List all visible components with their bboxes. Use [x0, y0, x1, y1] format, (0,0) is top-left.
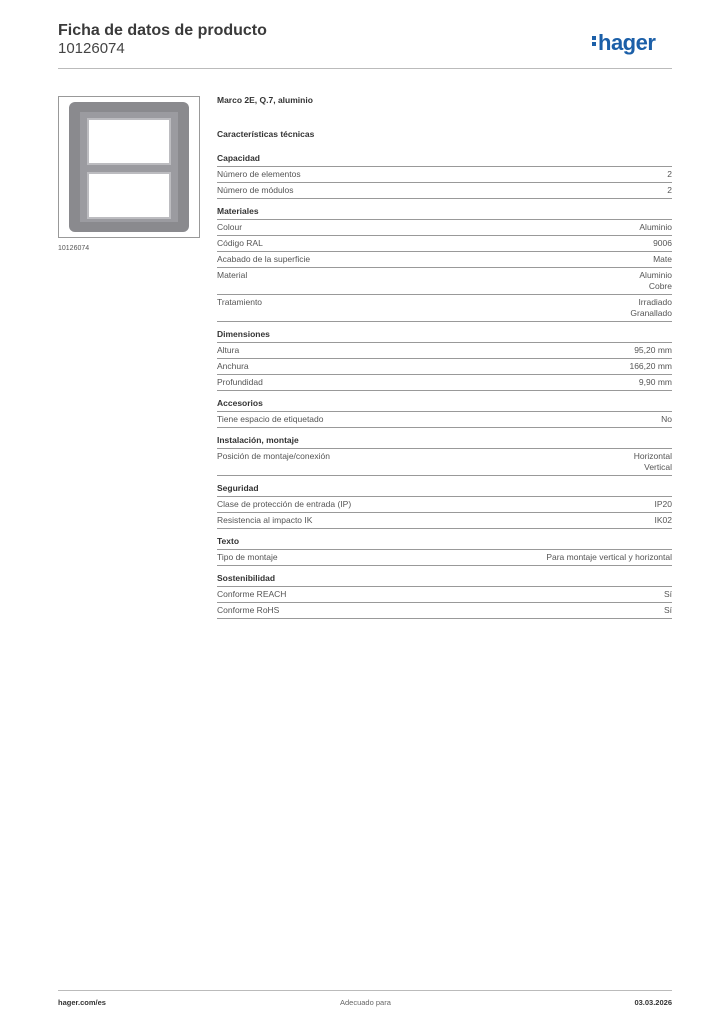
spec-value-line: Vertical: [644, 462, 672, 472]
spec-value: [667, 185, 672, 196]
spec-value: [639, 270, 672, 292]
spec-label: Número de elementos: [217, 169, 301, 179]
tech-heading: Características técnicas: [217, 129, 315, 139]
spec-value-line: No: [661, 414, 672, 424]
frame-slot-bottom: [87, 172, 171, 219]
hager-logo: [592, 30, 655, 56]
spec-content: [217, 95, 672, 625]
spec-label: Tratamiento: [217, 297, 263, 307]
section-title: Instalación, montaje: [217, 434, 672, 449]
spec-row: [217, 183, 672, 199]
spec-value: [664, 605, 672, 616]
footer-center-text: Adecuado para: [340, 998, 391, 1007]
spec-section: [217, 482, 672, 529]
spec-value-line: IP20: [654, 499, 672, 509]
spec-label: Tipo de montaje: [217, 552, 278, 562]
spec-value: [546, 552, 672, 563]
footer-divider: [58, 990, 672, 991]
spec-value: [634, 345, 672, 356]
header-divider: [58, 68, 672, 69]
spec-label: Profundidad: [217, 377, 263, 387]
spec-label: Código RAL: [217, 238, 263, 248]
spec-row: [217, 236, 672, 252]
section-title: Materiales: [217, 205, 672, 220]
spec-sections: [217, 152, 672, 619]
spec-row: [217, 497, 672, 513]
spec-row: [217, 167, 672, 183]
product-name: Marco 2E, Q.7, aluminio: [217, 95, 313, 105]
spec-value-line: Sí: [663, 589, 672, 599]
spec-value-line: Para montaje vertical y horizontal: [546, 552, 672, 562]
spec-row: [217, 220, 672, 236]
spec-label: Posición de montaje/conexión: [217, 451, 330, 461]
spec-value-line: Aluminio: [639, 222, 672, 232]
spec-value: [655, 515, 673, 526]
spec-value-line: 9,90 mm: [638, 377, 672, 387]
spec-row: [217, 295, 672, 322]
spec-row: [217, 359, 672, 375]
spec-value-line: 166,20 mm: [629, 361, 672, 371]
spec-label: Anchura: [217, 361, 249, 371]
spec-value: [667, 169, 672, 180]
spec-value-line: Horizontal: [633, 451, 672, 461]
logo-dots-icon: [592, 34, 596, 48]
spec-value-line: Aluminio: [639, 270, 672, 280]
spec-row: [217, 603, 672, 619]
footer-website: hager.com/es: [58, 998, 106, 1007]
spec-value-line: Cobre: [648, 281, 672, 291]
spec-label: Colour: [217, 222, 243, 232]
section-title: Seguridad: [217, 482, 672, 497]
spec-section: [217, 205, 672, 322]
spec-label: Conforme RoHS: [217, 605, 280, 615]
spec-value: [630, 297, 672, 319]
spec-section: [217, 152, 672, 199]
spec-section: [217, 434, 672, 476]
product-code: 10126074: [58, 40, 125, 57]
spec-value: [655, 499, 673, 510]
spec-row: [217, 375, 672, 391]
logo-text: hager: [598, 30, 656, 55]
spec-label: Clase de protección de entrada (IP): [217, 499, 352, 509]
frame-graphic: [69, 102, 189, 232]
spec-value-line: Granallado: [630, 308, 672, 318]
product-image: [58, 96, 200, 238]
spec-value: [639, 222, 672, 233]
spec-label: Altura: [217, 345, 240, 355]
spec-section: [217, 397, 672, 428]
spec-label: Resistencia al impacto IK: [217, 515, 313, 525]
spec-value: [653, 254, 672, 265]
spec-section: [217, 535, 672, 566]
spec-value-line: Mate: [653, 254, 672, 264]
spec-value-line: Irradiado: [638, 297, 672, 307]
section-title: Texto: [217, 535, 672, 550]
page-title: Ficha de datos de producto: [58, 22, 267, 39]
spec-row: [217, 343, 672, 359]
spec-row: [217, 587, 672, 603]
spec-label: Acabado de la superficie: [217, 254, 311, 264]
spec-value: [653, 238, 672, 249]
image-caption: 10126074: [58, 245, 90, 252]
spec-row: [217, 513, 672, 529]
footer-date: 03.03.2026: [634, 998, 672, 1007]
spec-value: [661, 414, 672, 425]
section-title: Capacidad: [217, 152, 672, 167]
spec-label: Material: [217, 270, 248, 280]
frame-slot-top: [87, 118, 171, 165]
spec-row: [217, 252, 672, 268]
spec-row: [217, 550, 672, 566]
spec-value: [634, 451, 672, 473]
spec-label: Tiene espacio de etiquetado: [217, 414, 324, 424]
spec-row: [217, 449, 672, 476]
spec-value-line: 95,20 mm: [634, 345, 672, 355]
spec-label: Número de módulos: [217, 185, 294, 195]
spec-value-line: 2: [667, 185, 672, 195]
spec-section: [217, 572, 672, 619]
spec-section: [217, 328, 672, 391]
spec-value: [639, 377, 672, 388]
spec-value-line: 9006: [653, 238, 672, 248]
section-title: Accesorios: [217, 397, 672, 412]
spec-value: [664, 589, 672, 600]
frame-inner: [80, 112, 178, 222]
spec-row: [217, 412, 672, 428]
spec-value-line: 2: [667, 169, 672, 179]
section-title: Dimensiones: [217, 328, 672, 343]
spec-value-line: Sí: [663, 605, 672, 615]
section-title: Sostenibilidad: [217, 572, 672, 587]
spec-value: [629, 361, 672, 372]
spec-row: [217, 268, 672, 295]
spec-value-line: IK02: [654, 515, 672, 525]
spec-label: Conforme REACH: [217, 589, 287, 599]
